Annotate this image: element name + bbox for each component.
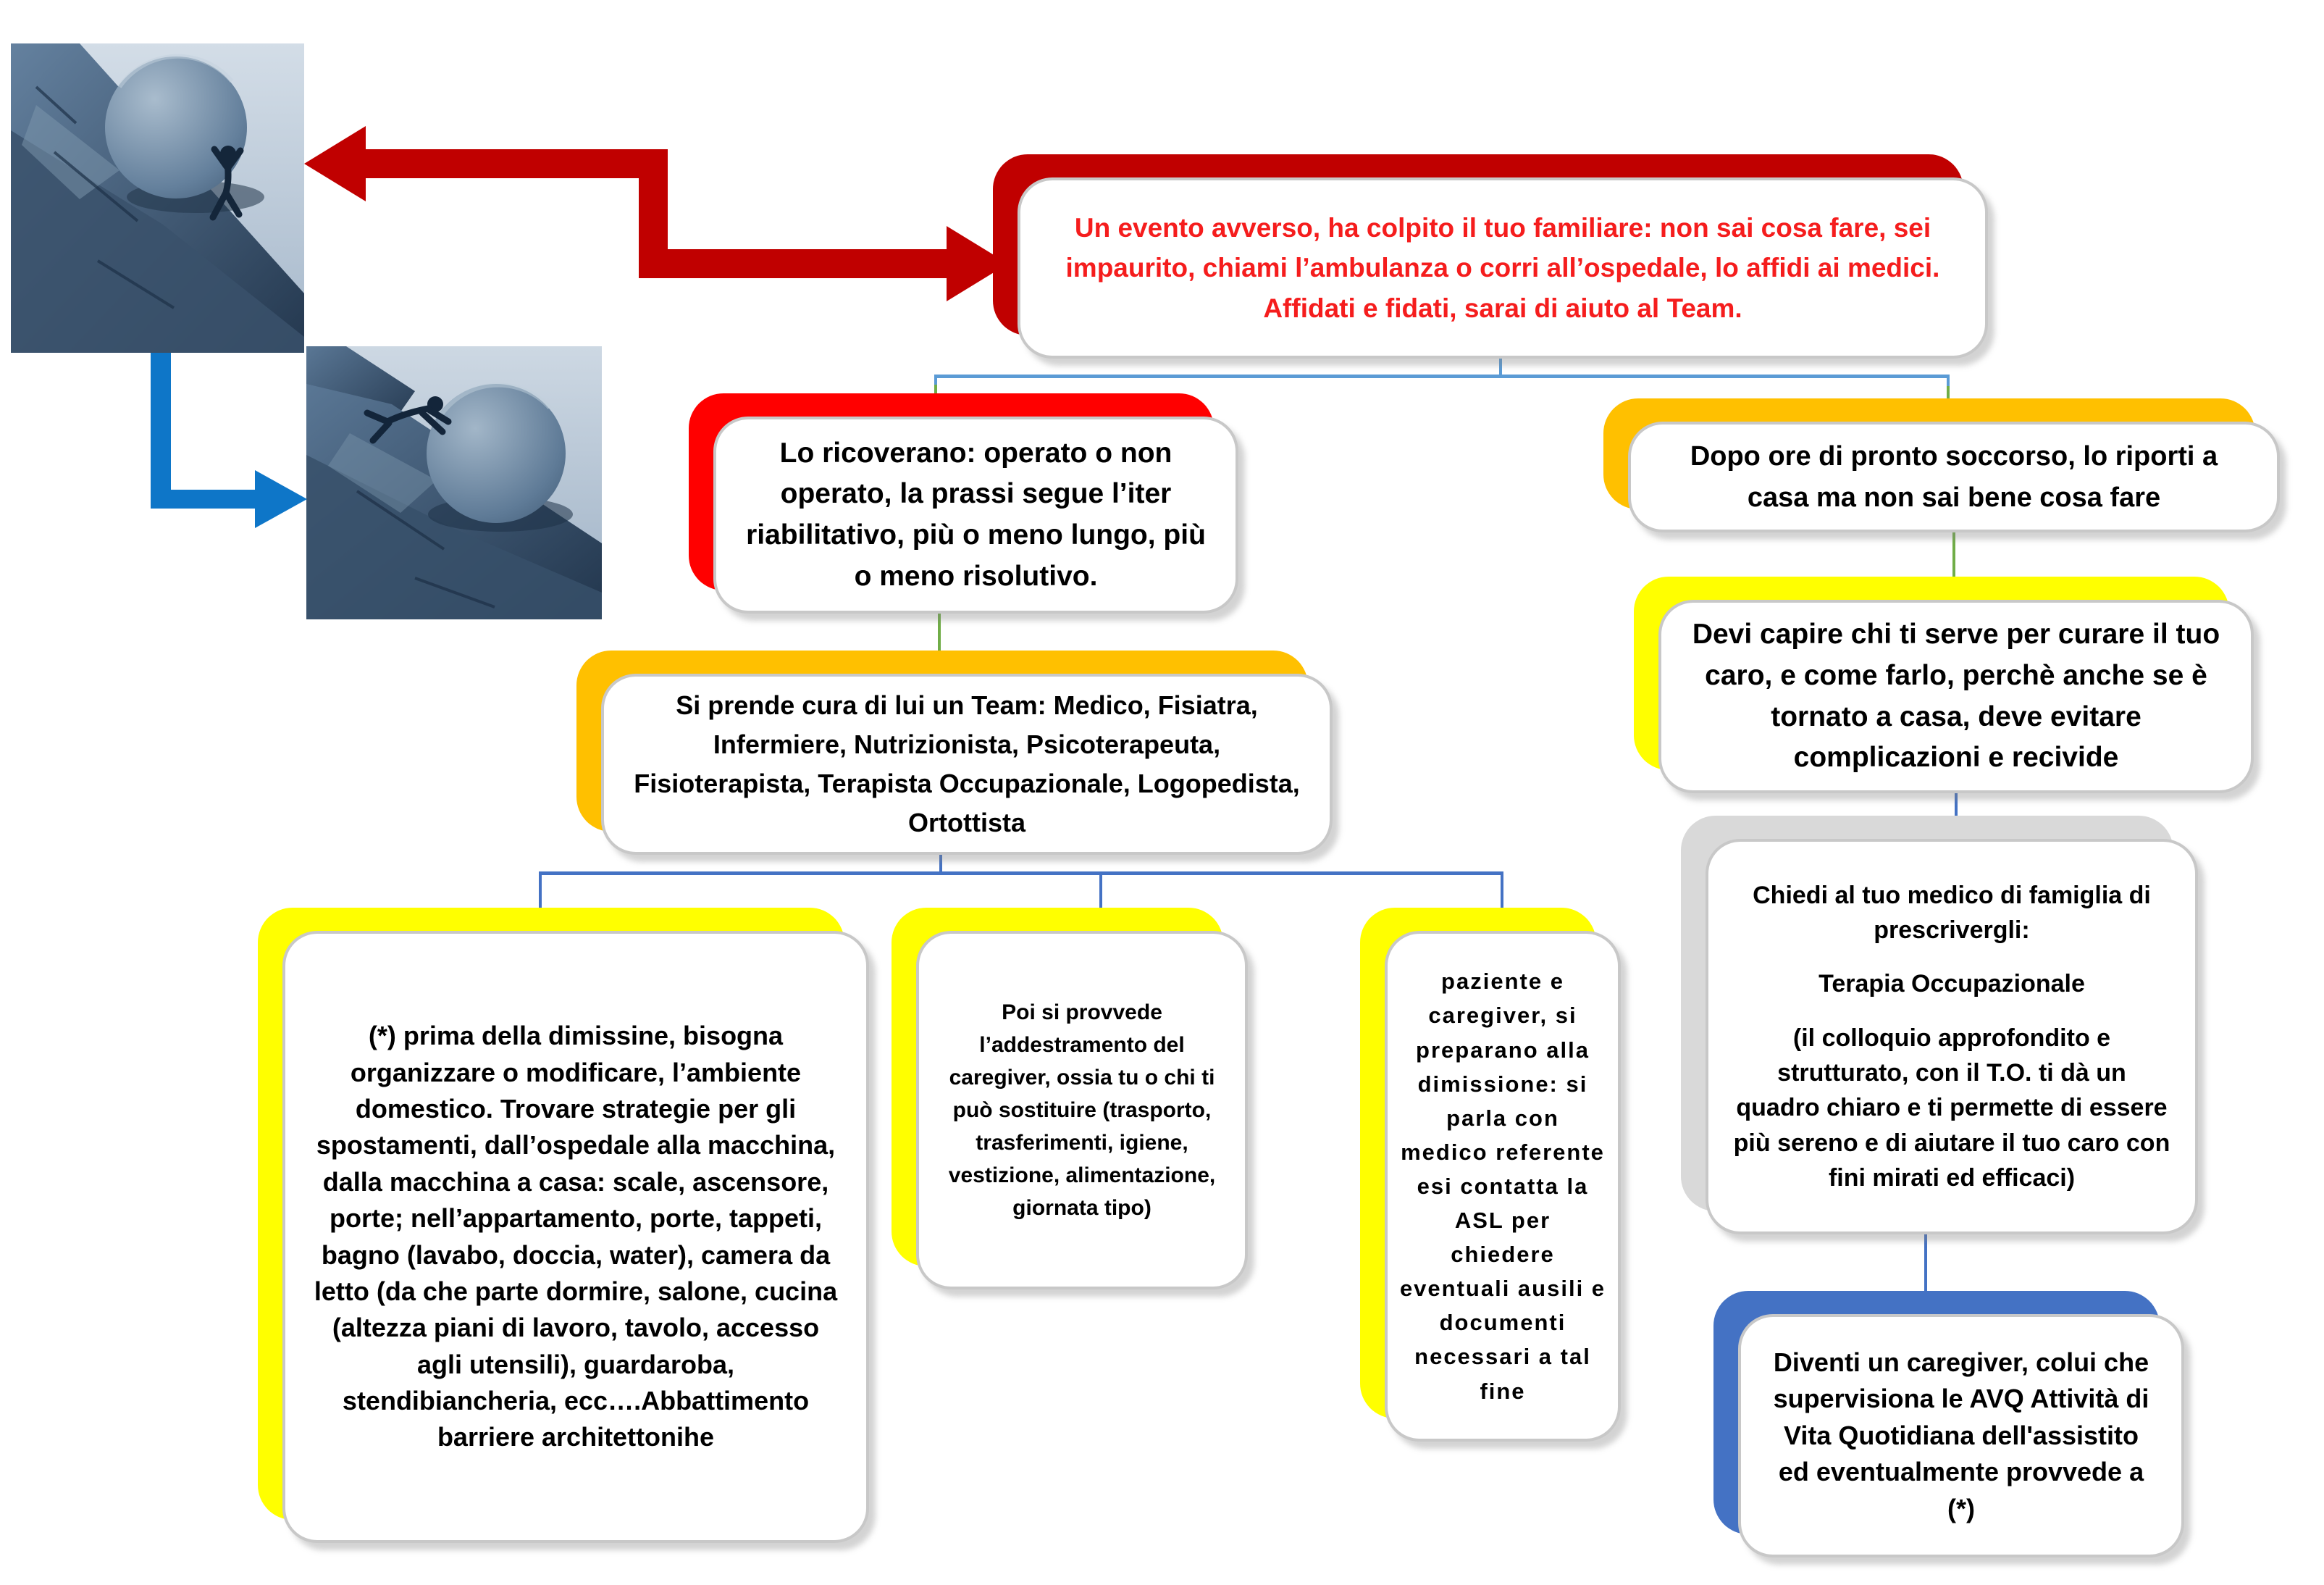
sisyphus-pushing-boulder-up-slope-icon bbox=[11, 43, 304, 353]
connector-team-horizontal bbox=[540, 871, 1503, 875]
box-medico-paragraph-2: Terapia Occupazionale bbox=[1818, 970, 2085, 998]
box-pronto-soccorso bbox=[1628, 422, 2280, 532]
blue-elbow-arrow bbox=[148, 333, 308, 529]
box-addestramento-text: Poi si provvede l’addestramento del caregiver, ossia tu o chi ti può sostituire (trasporto, trasferimenti, igiene, vestizione, alimentazione, giornata tipo) bbox=[948, 1000, 1216, 1220]
box-ricovero bbox=[713, 417, 1238, 614]
connector-drop-right-green-tip bbox=[1947, 386, 1950, 399]
box-ricovero-text: Lo ricoverano: operato o non operato, la prassi segue l’iter riabilitativo, più o meno lungo, più o meno risolutivo. bbox=[746, 437, 1206, 592]
box-ambiente-text: (*) prima della dimissine, bisogna organizzare o modificare, l’ambiente domestico. Trovare strategie per gli spostamenti, dall’ospedale alla macchina, dalla macchina a casa: scale, ascensore, porte; nell’appartamento, porte, tappeti, bagno (lavabo, doccia, water), camera da letto (da che parte dormire, salone, cucina (altezza piani di lavoro, tavolo, accesso agli utensili), guardaroba, stendibiancheria, ecc….Abbattimento barriere architettonihe bbox=[314, 1021, 838, 1452]
connector-drop-dimissione bbox=[1501, 871, 1503, 909]
box-evento-avverso bbox=[1018, 177, 1988, 359]
connector-capire-medico bbox=[1955, 793, 1958, 816]
box-caregiver bbox=[1738, 1314, 2184, 1557]
box-pronto-soccorso-text: Dopo ore di pronto soccorso, lo riporti a casa ma non sai bene cosa fare bbox=[1690, 440, 2218, 513]
box-caregiver-text: Diventi un caregiver, colui che supervisiona le AVQ Attività di Vita Quotidiana dell'assistito ed eventualmente provvede a (*) bbox=[1773, 1347, 2149, 1523]
connector-top-stem bbox=[1499, 359, 1502, 376]
box-evento-avverso-text: Un evento avverso, ha colpito il tuo familiare: non sai cosa fare, sei impaurito, chiami l’ambulanza o corri all’ospedale, lo affidi ai medici. Affidati e fidati, sarai di aiuto al Team. bbox=[1065, 212, 1940, 323]
box-medico bbox=[1706, 839, 2198, 1234]
connector-drop-addestramento bbox=[1099, 871, 1102, 909]
connector-pronto-capire bbox=[1952, 532, 1955, 577]
box-capire bbox=[1658, 600, 2254, 793]
box-medico-paragraph-3: (il colloquio approfondito e strutturato, con il T.O. ti dà un quadro chiaro e ti permette di essere più sereno e di aiutare il tuo caro con fini mirati ed efficaci) bbox=[1733, 1024, 2170, 1192]
box-addestramento bbox=[916, 931, 1248, 1289]
red-double-elbow-arrow bbox=[275, 116, 1010, 311]
box-team-text: Si prende cura di lui un Team: Medico, Fisiatra, Infermiere, Nutrizionista, Psicoterapeuta, Fisioterapista, Terapista Occupazionale, Logopedista, Ortottista bbox=[634, 690, 1300, 837]
box-medico-paragraph-1: Chiedi al tuo medico di famiglia di prescrivergli: bbox=[1753, 881, 2151, 945]
connector-medico-caregiver bbox=[1924, 1234, 1927, 1292]
box-dimissione-text: paziente e caregiver, si preparano alla dimissione: si parla con medico referente esi contatta la ASL per chiedere eventuali ausili e documenti necessari a tal fine bbox=[1399, 969, 1606, 1404]
box-ambiente bbox=[282, 931, 869, 1543]
connector-drop-ambiente bbox=[539, 871, 542, 909]
connector-ricovero-team bbox=[938, 614, 941, 651]
sisyphus-pushing-boulder-at-crest-icon bbox=[306, 346, 602, 619]
box-team bbox=[601, 674, 1333, 855]
connector-top-horizontal bbox=[936, 375, 1948, 378]
box-dimissione bbox=[1385, 931, 1621, 1442]
box-capire-text: Devi capire chi ti serve per curare il tuo caro, e come farlo, perchè anche se è tornato a casa, deve evitare complicazioni e recivide bbox=[1692, 619, 2220, 774]
